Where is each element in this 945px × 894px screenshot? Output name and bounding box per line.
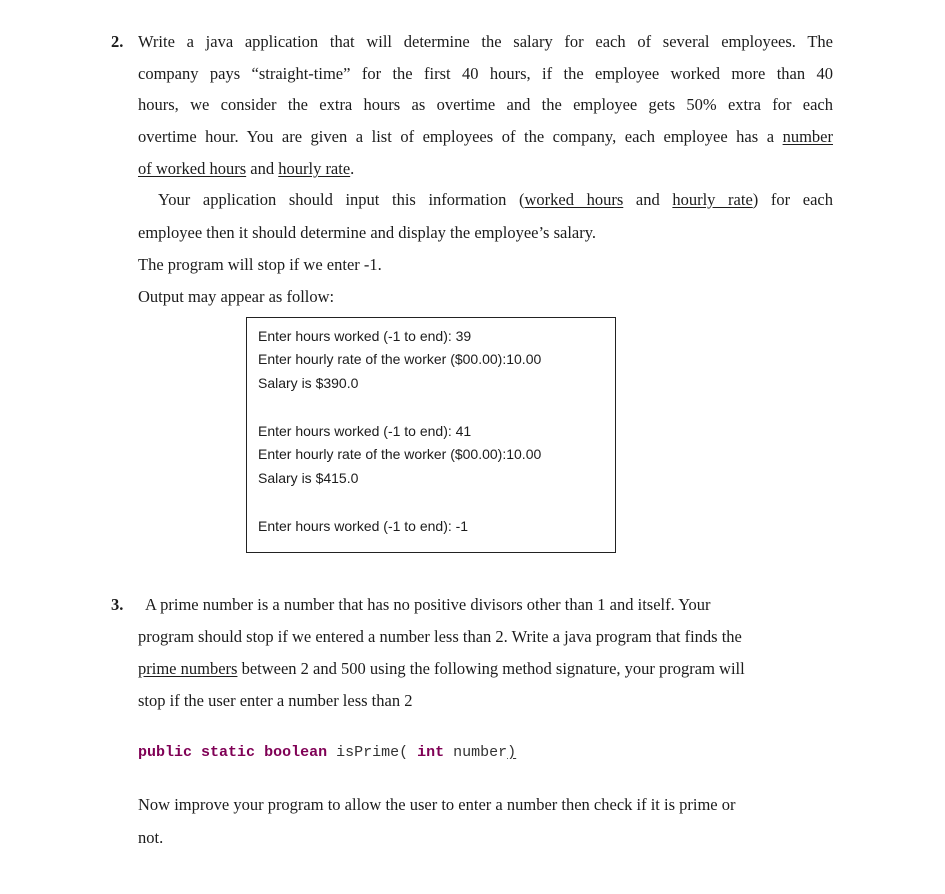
console-line: Salary is $415.0 <box>258 470 359 486</box>
console-line: Enter hours worked (-1 to end): 39 <box>258 328 472 344</box>
q3-line-5: Now improve your program to allow the user to enter a number then check if it is prime or <box>138 795 736 814</box>
q2-line-9: Output may appear as follow: <box>138 287 335 306</box>
console-line: Enter hourly rate of the worker ($00.00):10.00 <box>258 351 542 367</box>
q3-line-1: A prime number is a number that has no positive divisors other than 1 and itself. Your <box>145 595 711 614</box>
console-line: Enter hourly rate of the worker ($00.00):10.00 <box>258 446 542 462</box>
q2-line-7: employee then it should determine and display the employee’s salary. <box>138 223 597 242</box>
q2-line-4: overtime hour. You are given a list of employees of the company, each employee has a number <box>138 127 833 146</box>
q3-line-3: prime numbers between 2 and 500 using the following method signature, your program will <box>138 659 745 678</box>
q2-line-2: company pays “straight-time” for the first 40 hours, if the employee worked more than 40 <box>138 64 833 83</box>
q3-line-4: stop if the user enter a number less than 2 <box>138 691 413 710</box>
console-line: Salary is $390.0 <box>258 375 359 391</box>
q3-line-2: program should stop if we entered a number less than 2. Write a java program that finds the <box>138 627 742 646</box>
q2-line-6: Your application should input this information (worked hours and hourly rate) for each <box>158 190 833 209</box>
q3-line-6: not. <box>138 828 164 847</box>
q2-line-1: Write a java application that will determine the salary for each of several employees. The <box>138 32 833 51</box>
console-line: Enter hours worked (-1 to end): 41 <box>258 423 472 439</box>
q2-line-5: of worked hours and hourly rate. <box>138 159 355 178</box>
q2-line-8: The program will stop if we enter -1. <box>138 255 382 274</box>
q2-line-3: hours, we consider the extra hours as overtime and the employee gets 50% extra for each <box>138 95 833 114</box>
sample-output-box <box>246 317 616 553</box>
question-3-number: 3. <box>111 595 124 614</box>
method-signature: public static boolean isPrime( int number) <box>138 744 517 761</box>
question-2-number: 2. <box>111 32 124 51</box>
console-line: Enter hours worked (-1 to end): -1 <box>258 518 469 534</box>
number-underlined: number <box>782 127 833 146</box>
prime-numbers-underlined: prime numbers <box>138 659 238 678</box>
worked-hours-underlined: of worked hours <box>138 159 247 178</box>
hourly-rate-underlined: hourly rate <box>278 159 351 178</box>
